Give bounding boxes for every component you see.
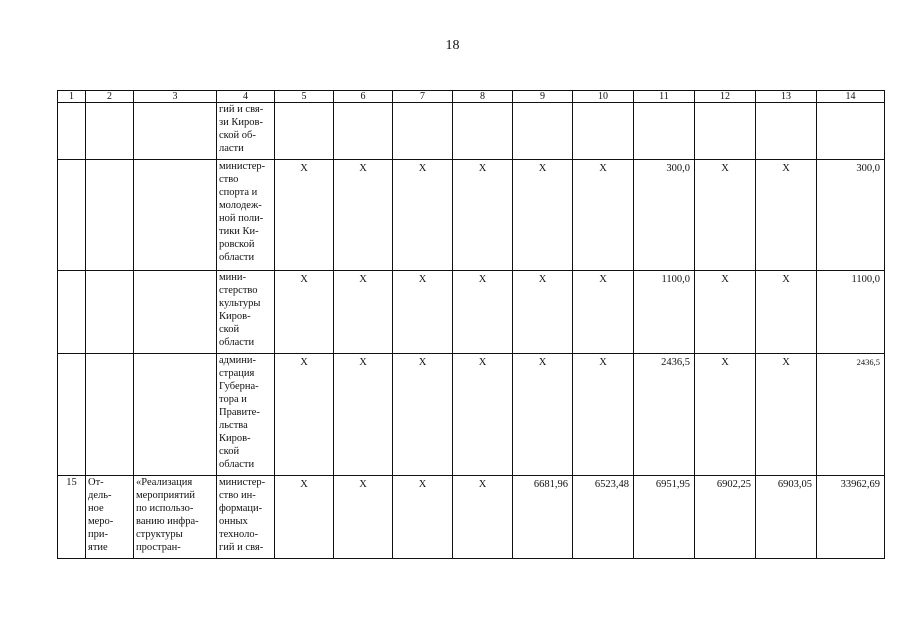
- measure-type-cell: [86, 271, 134, 354]
- value-cell: Х: [453, 476, 513, 559]
- value-cell: [393, 103, 453, 160]
- measure-title-cell: «Реализация мероприятий по использо- ванию инфра- структуры простран-: [134, 476, 217, 559]
- value-cell: Х: [334, 476, 393, 559]
- executor-cell: админи- страция Губерна- тора и Правите- льства Киров- ской области: [217, 354, 275, 476]
- measure-title-cell: [134, 354, 217, 476]
- value-cell: Х: [513, 160, 573, 271]
- column-header: 13: [756, 91, 817, 103]
- value-cell: [573, 103, 634, 160]
- value-cell: Х: [756, 354, 817, 476]
- value-cell: [453, 103, 513, 160]
- executor-cell: гий и свя- зи Киров- ской об- ласти: [217, 103, 275, 160]
- value-cell: 6902,25: [695, 476, 756, 559]
- column-header: 14: [817, 91, 885, 103]
- value-cell: Х: [393, 271, 453, 354]
- value-cell: [513, 103, 573, 160]
- value-cell: 300,0: [634, 160, 695, 271]
- value-cell: Х: [393, 160, 453, 271]
- value-cell: Х: [334, 160, 393, 271]
- value-cell: Х: [756, 271, 817, 354]
- value-cell: [695, 103, 756, 160]
- column-number-row: [58, 91, 885, 103]
- value-cell: Х: [513, 354, 573, 476]
- measure-type-cell: [86, 354, 134, 476]
- row-number-cell: [58, 354, 86, 476]
- measure-title-cell: [134, 103, 217, 160]
- value-cell: Х: [334, 271, 393, 354]
- value-cell: Х: [275, 476, 334, 559]
- value-cell: Х: [334, 354, 393, 476]
- column-header: 11: [634, 91, 695, 103]
- table-row: [58, 476, 885, 559]
- value-cell: [275, 103, 334, 160]
- value-cell: Х: [695, 271, 756, 354]
- total-cell: 300,0: [817, 160, 885, 271]
- value-cell: Х: [695, 354, 756, 476]
- column-header: 6: [334, 91, 393, 103]
- column-header: 7: [393, 91, 453, 103]
- value-cell: Х: [275, 354, 334, 476]
- executor-cell: мини- стерство культуры Киров- ской области: [217, 271, 275, 354]
- column-header: 2: [86, 91, 134, 103]
- value-cell: Х: [573, 271, 634, 354]
- column-header: 12: [695, 91, 756, 103]
- column-header: 5: [275, 91, 334, 103]
- value-cell: 1100,0: [634, 271, 695, 354]
- value-cell: Х: [453, 271, 513, 354]
- total-cell: [817, 103, 885, 160]
- measure-title-cell: [134, 271, 217, 354]
- value-cell: [756, 103, 817, 160]
- table-row: [58, 354, 885, 476]
- table-row: [58, 271, 885, 354]
- value-cell: Х: [756, 160, 817, 271]
- page-number: 18: [445, 38, 460, 53]
- table-row: [58, 160, 885, 271]
- value-cell: Х: [573, 160, 634, 271]
- value-cell: Х: [695, 160, 756, 271]
- column-header: 4: [217, 91, 275, 103]
- value-cell: [334, 103, 393, 160]
- budget-table: [57, 90, 885, 559]
- value-cell: Х: [453, 160, 513, 271]
- row-number-cell: [58, 160, 86, 271]
- row-number-cell: 15: [58, 476, 86, 559]
- column-header: 8: [453, 91, 513, 103]
- total-cell: 1100,0: [817, 271, 885, 354]
- executor-cell: министер- ство спорта и молодеж- ной поли- тики Ки- ровской области: [217, 160, 275, 271]
- executor-cell: министер- ство ин- формаци- онных техноло- гий и свя-: [217, 476, 275, 559]
- value-cell: 2436,5: [634, 354, 695, 476]
- column-header: 10: [573, 91, 634, 103]
- value-cell: 6681,96: [513, 476, 573, 559]
- value-cell: Х: [275, 160, 334, 271]
- column-header: 9: [513, 91, 573, 103]
- measure-type-cell: [86, 103, 134, 160]
- measure-type-cell: От- дель- ное меро- при- ятие: [86, 476, 134, 559]
- value-cell: Х: [393, 354, 453, 476]
- column-header: 1: [58, 91, 86, 103]
- value-cell: Х: [453, 354, 513, 476]
- value-cell: 6903,05: [756, 476, 817, 559]
- table-row: [58, 103, 885, 160]
- value-cell: Х: [513, 271, 573, 354]
- value-cell: Х: [573, 354, 634, 476]
- value-cell: [634, 103, 695, 160]
- value-cell: 6951,95: [634, 476, 695, 559]
- value-cell: 6523,48: [573, 476, 634, 559]
- measure-title-cell: [134, 160, 217, 271]
- value-cell: Х: [275, 271, 334, 354]
- measure-type-cell: [86, 160, 134, 271]
- row-number-cell: [58, 103, 86, 160]
- value-cell: Х: [393, 476, 453, 559]
- total-cell: 2436,5: [817, 354, 885, 476]
- column-header: 3: [134, 91, 217, 103]
- total-cell: 33962,69: [817, 476, 885, 559]
- row-number-cell: [58, 271, 86, 354]
